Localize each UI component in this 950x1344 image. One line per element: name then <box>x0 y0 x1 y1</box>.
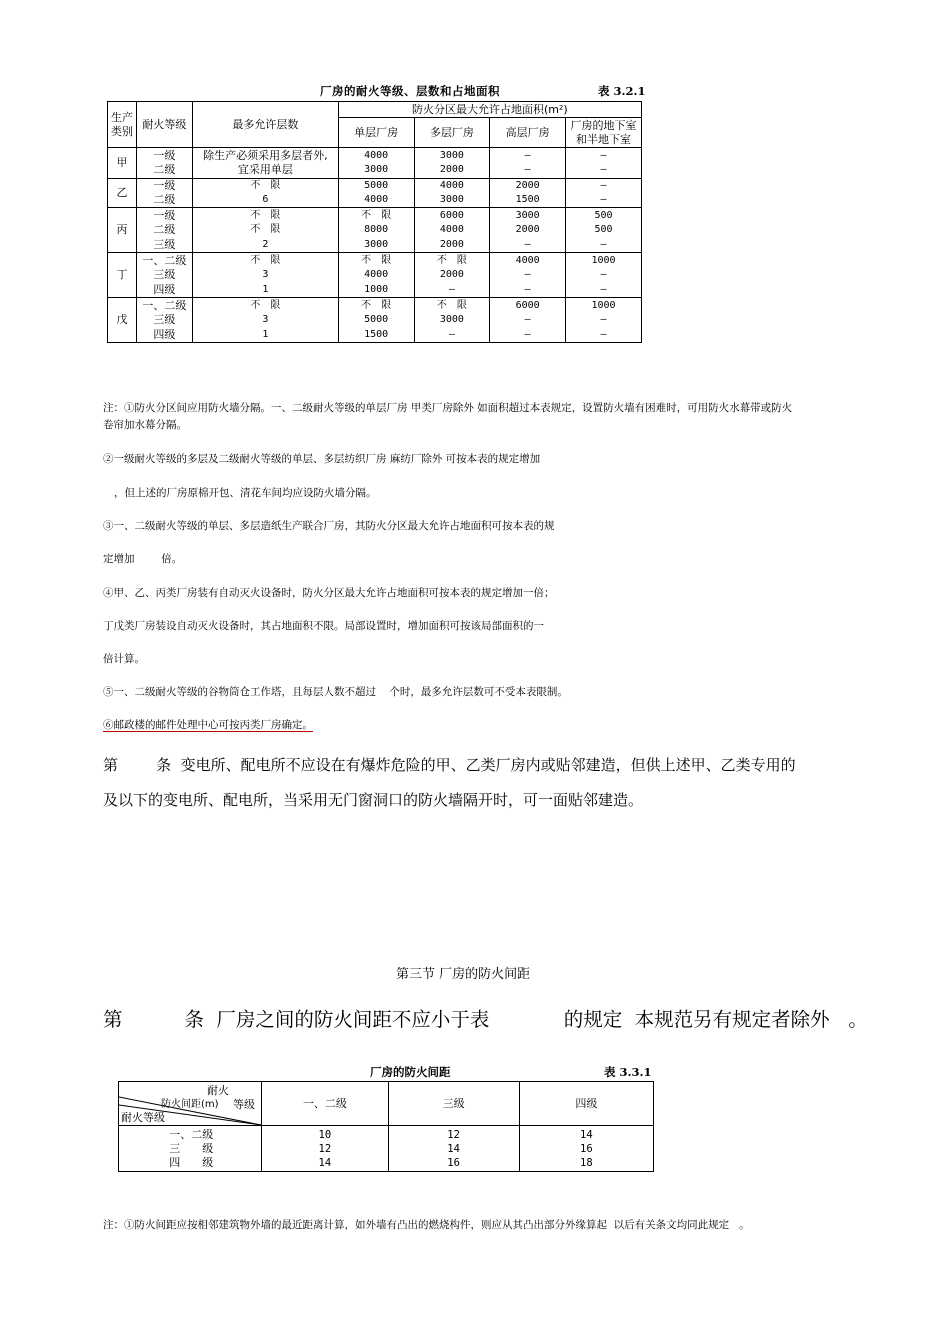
table-row <box>108 148 642 179</box>
header-category <box>108 102 137 148</box>
cell-line: 6 <box>262 194 269 206</box>
single-cell <box>338 298 414 343</box>
col-header: 三级 <box>388 1082 519 1126</box>
cell-line: 和半地下室 <box>575 132 631 146</box>
multi-cell <box>414 148 490 179</box>
cat-cell: 乙 <box>108 179 137 208</box>
grade-cell <box>136 298 192 343</box>
cell-line: — <box>600 164 607 175</box>
cell-line: 4000 <box>364 149 389 161</box>
cell-line: 12 <box>318 1142 332 1155</box>
article-fire-distance: 第 条 厂房之间的防火间距不应小于表 的规定 本规范另有规定者除外 。 <box>103 1008 868 1031</box>
cell-line: 1500 <box>515 194 540 206</box>
floors-cell <box>192 148 338 179</box>
article-substation-line1: 第 条 变电所、配电所不应设在有爆炸危险的甲、乙类厂房内或贴邻建造，但供上述甲、乙类专用的 <box>103 756 796 774</box>
high-cell <box>490 208 566 253</box>
table-row <box>119 1126 654 1172</box>
cell-line: 二级 <box>153 163 176 176</box>
cell-line: 1000 <box>591 255 616 267</box>
floors-cell <box>192 298 338 343</box>
cell-line: — <box>524 283 531 295</box>
cell-line: 5000 <box>364 314 389 326</box>
cell-line: 10 <box>318 1128 332 1141</box>
cell-line: 3000 <box>439 314 464 326</box>
cell-line: 6000 <box>439 210 464 222</box>
cell-line: 1000 <box>364 283 389 295</box>
note-table2: 注：①防火间距应按相邻建筑物外墙的最近距离计算，如外墙有凸出的燃烧构件，则应从其凸出部分外缘算起 以后有关条文均同此规定 。 <box>103 1219 750 1231</box>
table-row <box>108 208 642 253</box>
cell-line: 4000 <box>515 255 540 267</box>
cell-line: 一、二级 <box>169 1127 214 1141</box>
cell-line: — <box>600 328 607 340</box>
corner-mid-label: 防火间距(m) <box>161 1098 219 1110</box>
cell-line: 四级 <box>153 327 176 341</box>
col-header: 一、二级 <box>262 1082 388 1126</box>
cell-line: 不 限 <box>436 255 467 267</box>
single-cell <box>338 253 414 298</box>
cell-line: 除生产必须采用多层者外, <box>203 149 328 162</box>
note-line: 定增加 倍。 <box>103 553 183 565</box>
cell-line: 不 限 <box>361 255 392 267</box>
cell-line: 不 限 <box>436 300 467 312</box>
cell-line: 三 级 <box>169 1141 214 1155</box>
cell-line: 6000 <box>515 300 540 312</box>
cell-line: 不 限 <box>361 300 392 312</box>
corner-right-label: 等级 <box>233 1097 255 1111</box>
cell-line: 1 <box>262 328 269 340</box>
table2-title: 厂房的防火间距 <box>370 1065 451 1079</box>
cell-line: 3 <box>262 314 269 326</box>
cell-line: 4000 <box>364 194 389 206</box>
note-line: 注：①防火分区间应用防火墙分隔。一、二级耐火等级的单层厂房 甲类厂房除外 如面积超过本表规定，设置防火墙有困难时，可用防火水幕带或防火 <box>103 402 793 414</box>
cell-line: 16 <box>447 1156 460 1169</box>
corner-top-label: 耐火 <box>207 1083 229 1097</box>
cell-line: 四级 <box>153 282 176 296</box>
cell-line: 不 限 <box>250 180 281 191</box>
cell-line: — <box>524 149 531 161</box>
high-cell <box>490 148 566 179</box>
cell-line: — <box>600 180 607 191</box>
cell-line: 三级 <box>153 268 176 282</box>
basement-cell <box>565 179 641 208</box>
cell-line: — <box>600 238 607 250</box>
cell-line: 2000 <box>515 180 540 191</box>
cat-cell: 丙 <box>108 208 137 253</box>
cell-line: 1 <box>262 283 269 295</box>
note-line: ②一级耐火等级的多层及二级耐火等级的单层、多层纺织厂房 麻纺厂除外 可按本表的规定增加 <box>103 453 541 465</box>
row-labels <box>119 1126 262 1172</box>
multi-cell <box>414 179 490 208</box>
table-row <box>108 253 642 298</box>
cell-line: 一级 <box>153 209 176 223</box>
high-cell <box>490 253 566 298</box>
basement-cell <box>565 253 641 298</box>
cell-line: 1000 <box>591 300 616 312</box>
grade-cell <box>136 253 192 298</box>
cell-line: 不 限 <box>250 255 281 267</box>
cell-line: 14 <box>580 1128 593 1141</box>
cell-line: 2000 <box>515 224 540 236</box>
cell-line: 2 <box>262 238 269 250</box>
header-area-group: 防火分区最大允许占地面积(m²) <box>338 102 641 118</box>
cell-line: 宜采用单层 <box>237 163 293 176</box>
note-line: ④甲、乙、丙类厂房装有自动灭火设备时，防火分区最大允许占地面积可按本表的规定增加一倍； <box>103 587 555 599</box>
cell-line: 四 级 <box>169 1155 214 1169</box>
note-line: 倍计算。 <box>103 653 145 665</box>
floors-cell <box>192 208 338 253</box>
cell-line: 三级 <box>153 237 176 251</box>
cell-line: 3000 <box>364 238 389 250</box>
table-row <box>108 179 642 208</box>
cell-line: 生产 <box>110 110 133 124</box>
cell-line: 不 限 <box>250 210 281 222</box>
cell-line: — <box>448 283 455 295</box>
cell-line: — <box>600 269 607 281</box>
cell-line: 2000 <box>439 269 464 281</box>
article-substation-line2: 及以下的变电所、配电所，当采用无门窗洞口的防火墙隔开时，可一面贴邻建造。 <box>103 791 644 809</box>
cell-line: 3000 <box>515 210 540 222</box>
cell-line: 3000 <box>439 194 464 206</box>
note-line: ，但上述的厂房原棉开包、清花车间均应设防火墙分隔。 <box>114 487 377 499</box>
cell-line: 2000 <box>439 164 464 175</box>
cell-line: 500 <box>594 224 613 236</box>
header-grade: 耐火等级 <box>136 102 192 148</box>
multi-cell <box>414 298 490 343</box>
cell-line: 二级 <box>153 193 176 207</box>
single-cell <box>338 179 414 208</box>
cell-line: — <box>524 328 531 340</box>
cell-line: 4000 <box>364 269 389 281</box>
cell-line: 三级 <box>153 313 176 327</box>
cell-line: — <box>524 238 531 250</box>
grade-cell <box>136 179 192 208</box>
multi-cell <box>414 253 490 298</box>
cell-line: — <box>600 283 607 295</box>
table1-title: 厂房的耐火等级、层数和占地面积 <box>320 84 500 98</box>
header-high: 高层厂房 <box>490 118 566 148</box>
corner-bottom-label: 耐火等级 <box>121 1110 165 1124</box>
single-cell <box>338 148 414 179</box>
cell-line: 不 限 <box>361 210 392 222</box>
cell-line: 类别 <box>110 124 133 138</box>
header-multi: 多层厂房 <box>414 118 490 148</box>
cell-line: 二级 <box>153 223 176 237</box>
cell-line: 12 <box>447 1128 460 1141</box>
cell-line: 1500 <box>364 328 389 340</box>
cell-line: 16 <box>580 1142 593 1155</box>
cat-cell: 丁 <box>108 253 137 298</box>
cell-line: 8000 <box>364 224 389 236</box>
basement-cell <box>565 148 641 179</box>
cell-line: — <box>448 328 455 340</box>
cell-line: 2000 <box>439 238 464 250</box>
note-line: ⑤一、二级耐火等级的谷物筒仓工作塔，且每层人数不超过 个时，最多允许层数可不受本表限制。 <box>103 686 568 698</box>
cell-line: — <box>600 149 607 161</box>
col-header: 四级 <box>519 1082 653 1126</box>
value-cell <box>519 1126 653 1172</box>
cell-line: 3000 <box>364 164 389 175</box>
header-single: 单层厂房 <box>338 118 414 148</box>
floors-cell <box>192 179 338 208</box>
note-line: ③一、二级耐火等级的单层、多层造纸生产联合厂房，其防火分区最大允许占地面积可按本表的规 <box>103 520 555 532</box>
multi-cell <box>414 208 490 253</box>
floors-cell <box>192 253 338 298</box>
cell-line: 一、二级 <box>142 254 187 268</box>
cell-line: 4000 <box>439 224 464 236</box>
cell-line: — <box>524 269 531 281</box>
section-title: 第三节 厂房的防火间距 <box>396 967 531 982</box>
cell-line: 3000 <box>439 149 464 161</box>
high-cell <box>490 298 566 343</box>
cell-line: 一级 <box>153 179 176 192</box>
grade-cell <box>136 208 192 253</box>
note-line: 丁戊类厂房装设自动灭火设备时，其占地面积不限。局部设置时，增加面积可按该局部面积的一 <box>103 620 544 632</box>
cat-cell: 戊 <box>108 298 137 343</box>
value-cell <box>388 1126 519 1172</box>
cell-line: 18 <box>580 1156 593 1169</box>
single-cell <box>338 208 414 253</box>
high-cell <box>490 179 566 208</box>
cell-line: 14 <box>318 1156 332 1169</box>
cell-line: 4000 <box>439 180 464 191</box>
cell-line: — <box>524 164 531 175</box>
cell-line: 500 <box>594 210 613 222</box>
cell-line: 一级 <box>153 148 176 162</box>
cat-cell: 甲 <box>108 148 137 179</box>
cell-line: 厂房的地下室 <box>570 118 637 132</box>
cell-line: — <box>524 314 531 326</box>
header-floors: 最多允许层数 <box>192 102 338 148</box>
table2-number: 表 3.3.1 <box>604 1065 652 1079</box>
note-line: 卷帘加水幕分隔。 <box>103 419 187 431</box>
table-row <box>108 298 642 343</box>
note-line-underlined: ⑥邮政楼的邮件处理中心可按丙类厂房确定。 <box>103 719 313 731</box>
basement-cell <box>565 208 641 253</box>
fire-rating-table <box>107 101 642 343</box>
cell-line: — <box>600 314 607 326</box>
header-basement <box>565 118 641 148</box>
cell-line: 14 <box>447 1142 460 1155</box>
cell-line: 5000 <box>364 180 389 191</box>
cell-line: — <box>600 194 607 206</box>
table1-number: 表 3.2.1 <box>598 84 646 98</box>
cell-line: 不 限 <box>250 224 281 236</box>
value-cell <box>262 1126 388 1172</box>
fire-distance-table <box>118 1081 654 1172</box>
cell-line: 不 限 <box>250 300 281 312</box>
cell-line: 3 <box>262 269 269 281</box>
diagonal-header <box>119 1082 262 1126</box>
basement-cell <box>565 298 641 343</box>
cell-line: 一、二级 <box>142 299 187 313</box>
grade-cell <box>136 148 192 179</box>
